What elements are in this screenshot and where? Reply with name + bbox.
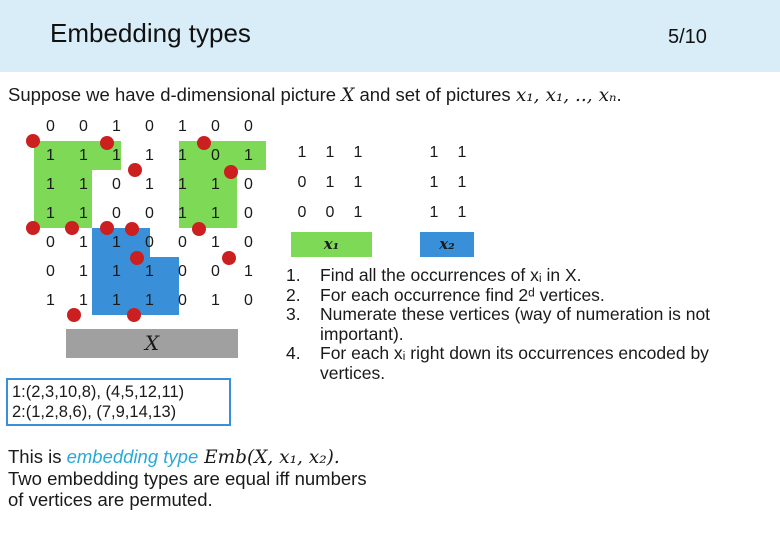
grid-cell: 1 [211, 234, 220, 251]
grid-cell: 1 [79, 147, 88, 164]
grid-cell: 0 [297, 204, 307, 221]
grid-cell: 0 [46, 234, 55, 251]
grid-cell: 0 [244, 205, 253, 222]
summary-term: embedding type [66, 446, 199, 467]
grid-cell: 0 [145, 118, 154, 135]
grid-cell: 1 [46, 176, 55, 193]
grid-cell: 0 [325, 204, 335, 221]
grid-cell: 0 [79, 118, 88, 135]
step-item [280, 266, 760, 286]
grid-cell: 1 [353, 174, 363, 191]
picture-grid-x [34, 112, 266, 315]
grid-cell: 1 [46, 205, 55, 222]
intro-end: . [616, 84, 622, 105]
grid-cell: 1 [211, 205, 220, 222]
grid-label-x-text: X [144, 331, 160, 355]
intro-mid: and set of pictures [354, 84, 516, 105]
grid-cell: 0 [46, 263, 55, 280]
grid-cell: 1 [112, 292, 121, 309]
grid-cell: 1 [46, 292, 55, 309]
summary-prefix: This is [8, 446, 67, 467]
grid-cell: 1 [112, 147, 121, 164]
steps-list [280, 266, 760, 383]
grid-cell: 0 [112, 176, 121, 193]
grid-cell: 1 [178, 205, 187, 222]
grid-cell: 0 [145, 205, 154, 222]
grid-cell: 1 [429, 144, 439, 161]
pattern-label-x2 [420, 232, 474, 257]
grid-cell: 1 [244, 263, 253, 280]
grid-cell: 1 [79, 205, 88, 222]
occurrence-codes-box [6, 378, 231, 426]
grid-cell: 1 [79, 263, 88, 280]
grid-cell: 0 [244, 234, 253, 251]
grid-cell: 1 [353, 204, 363, 221]
grid-cell: 0 [46, 118, 55, 135]
grid-cell: 1 [297, 144, 307, 161]
step-text: For each xᵢ right down its occurrences encoded by vertices. [320, 343, 709, 383]
intro-var-x: X [341, 85, 355, 106]
grid-cell: 1 [457, 174, 467, 191]
pattern-label-x1 [291, 232, 372, 257]
step-number: 4. [286, 343, 301, 363]
step-text: Numerate these vertices (way of numeration is not important). [320, 304, 711, 344]
intro-seq: x₁, x₁, .., xₙ [515, 85, 617, 106]
intro-lead: Suppose we have d-dimensional picture [8, 84, 342, 105]
grid-cell: 1 [457, 204, 467, 221]
grid-cell: 1 [211, 292, 220, 309]
grid-cell: 1 [112, 234, 121, 251]
step-text: Find all the occurrences of xᵢ in X. [320, 265, 582, 285]
slide-title: Embedding types [50, 18, 251, 48]
intro-text [8, 84, 622, 106]
pattern-label-x2-text: x₂ [439, 235, 455, 253]
grid-cell: 0 [178, 292, 187, 309]
grid-cell: 1 [46, 147, 55, 164]
grid-cell: 0 [244, 292, 253, 309]
step-number: 2. [286, 284, 301, 305]
grid-cell: 0 [178, 234, 187, 251]
grid-cell: 0 [211, 263, 220, 280]
grid-cell: 1 [112, 263, 121, 280]
grid-cell: 1 [429, 174, 439, 191]
grid-cell: 1 [211, 176, 220, 193]
grid-cell: 1 [145, 147, 154, 164]
step-number: 1. [286, 265, 301, 285]
pattern-label-x1-text: x₁ [323, 235, 340, 253]
summary-line-2: Two embedding types are equal iff numbers [8, 468, 367, 489]
code-line-1: 1:(2,3,10,8), (4,5,12,11) [12, 383, 185, 401]
summary-line-3: of vertices are permuted. [8, 489, 213, 510]
grid-cell: 0 [145, 234, 154, 251]
summary-formula: Emb(X, x₁, x₂). [198, 447, 340, 468]
grid-cell: 0 [297, 174, 307, 191]
grid-cell: 1 [244, 147, 253, 164]
grid-cell: 1 [353, 144, 363, 161]
grid-cell: 1 [325, 174, 335, 191]
summary-line-1 [8, 446, 367, 468]
code-line-2: 2:(1,2,8,6), (7,9,14,13) [12, 403, 177, 421]
grid-cell: 1 [145, 292, 154, 309]
grid-cell: 1 [178, 118, 187, 135]
step-number: 3. [286, 304, 301, 324]
grid-cell: 1 [145, 176, 154, 193]
grid-cell: 0 [211, 118, 220, 135]
grid-cell: 0 [112, 205, 121, 222]
step-item [280, 344, 760, 383]
grid-label-x [66, 329, 238, 358]
step-text: For each occurrence find 2ᵈ vertices. [320, 284, 605, 305]
grid-cell: 1 [145, 263, 154, 280]
step-item [280, 305, 760, 344]
page-number: 5/10 [668, 26, 707, 48]
grid-cell: 0 [211, 147, 220, 164]
grid-cell: 1 [79, 234, 88, 251]
grid-cell: 1 [325, 144, 335, 161]
grid-cell: 1 [178, 176, 187, 193]
grid-cell: 1 [79, 292, 88, 309]
step-item [280, 286, 760, 306]
pattern-grid-x1 [288, 138, 372, 228]
grid-cell: 0 [244, 118, 253, 135]
grid-cell: 1 [112, 118, 121, 135]
grid-cell: 0 [244, 176, 253, 193]
summary-text [8, 446, 367, 510]
grid-cell: 1 [429, 204, 439, 221]
grid-cell: 0 [178, 263, 187, 280]
grid-cell: 1 [457, 144, 467, 161]
grid-cell: 1 [79, 176, 88, 193]
grid-cell: 1 [178, 147, 187, 164]
pattern-grid-x2 [420, 138, 476, 228]
slide-header [0, 0, 780, 72]
